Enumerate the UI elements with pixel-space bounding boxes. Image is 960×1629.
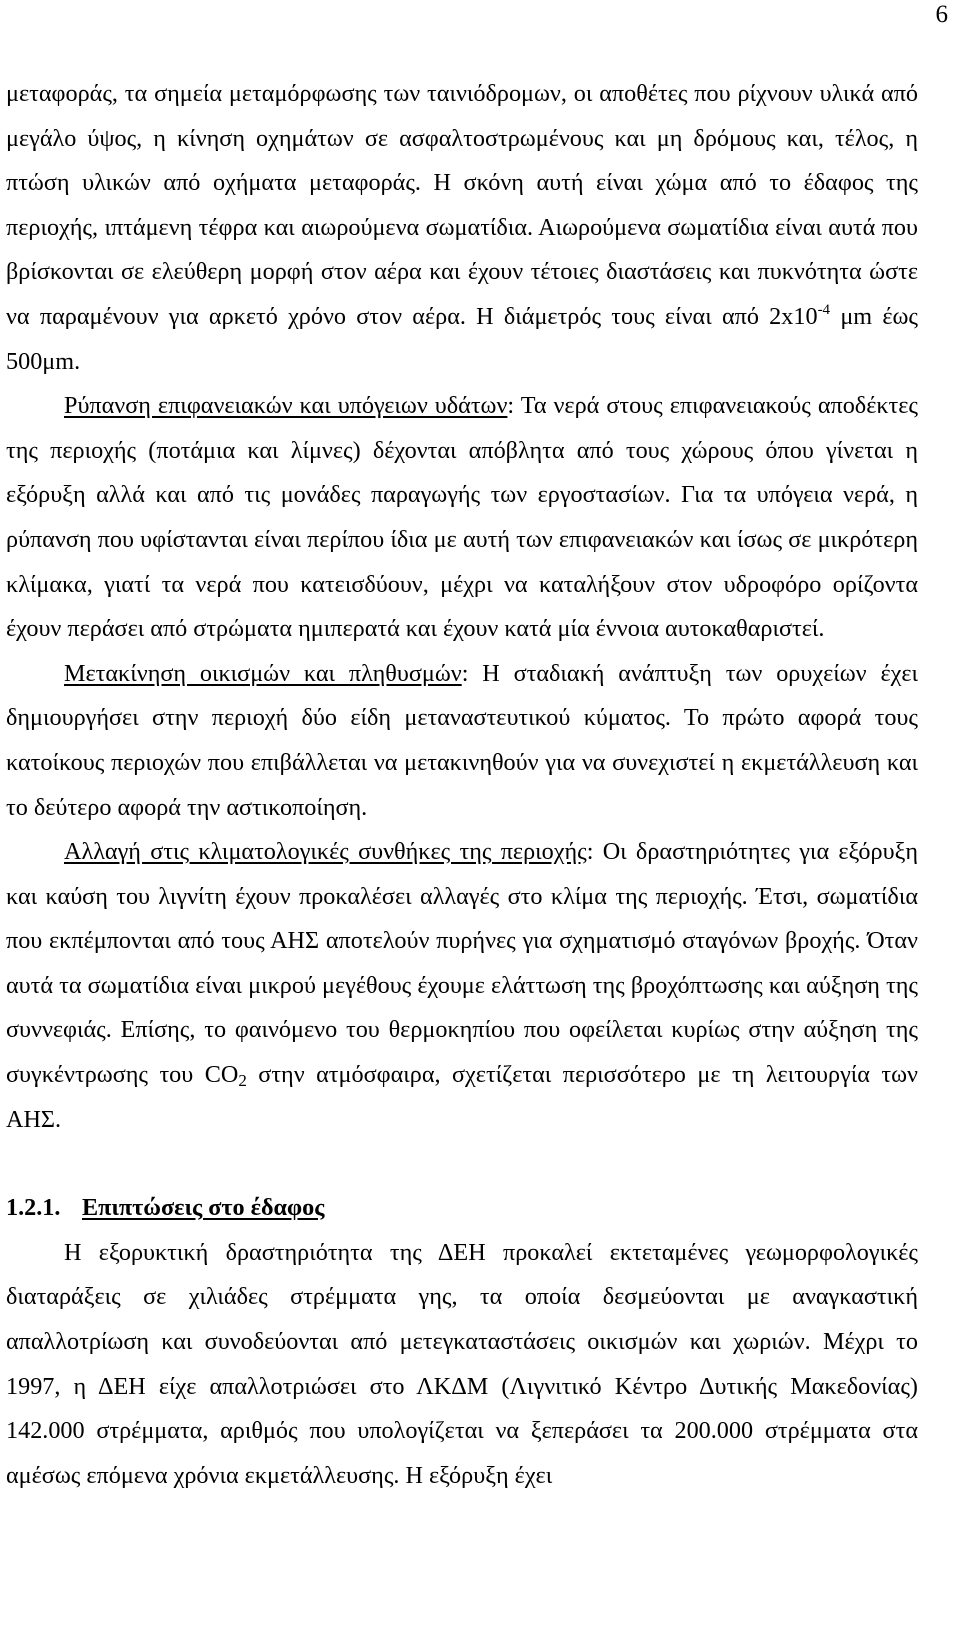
water-pollution-body: : Τα νερά στους επιφανειακούς αποδέκτες της περιοχής (ποτάμια και λίμνες) δέχονται απόβλητα από τους χώρους όπου γίνεται η εξόρυξη αλλά και από τις μονάδες παραγωγής των εργοστασίων. Για τα υπόγεια νερά, η ρύπανση που υφίστανται είναι περίπου ίδια με αυτή των επιφανειακών και ίσως σε μικρότερη κλίμακα, γιατί τα νερά που κατεισδύουν, μέχρι να καταλήξουν στον υδροφόρο ορίζοντα έχουν περάσει από στρώματα ημιπερατά και έχουν κατά μία έννοια αυτοκαθαριστεί. [6, 392, 918, 643]
climate-body: : Οι δραστηριότητες για εξόρυξη και καύση του λιγνίτη έχουν προκαλέσει αλλαγές στο κλίμα της περιοχής. Έτσι, σωματίδια που εκπέμπονται από τους ΑΗΣ αποτελούν πυρήνες για σχηματισμό σταγόνων βροχής. Όταν αυτά τα σωματίδια είναι μικρού μεγέθους έχουμε ελάττωση της βροχόπτωσης και αύξηση της συννεφιάς. Επίσης, το φαινόμενο του θερμοκηπίου που οφείλεται κυρίως στην αύξηση της συγκέντρωσης του CO [6, 838, 918, 1089]
section-heading [6, 1142, 918, 1231]
climate-paragraph [6, 830, 918, 1142]
section-number: 1.2.1. [6, 1194, 61, 1222]
settlements-title: Μετακίνηση οικισμών και πληθυσμών [64, 659, 462, 687]
water-pollution-paragraph [6, 384, 918, 652]
page-number: 6 [935, 1, 948, 28]
water-pollution-title: Ρύπανση επιφανειακών και υπόγειων υδάτων [64, 392, 508, 420]
document-body [6, 72, 918, 1498]
intro-paragraph [6, 72, 918, 384]
climate-title: Αλλαγή στις κλιματολογικές συνθήκες της περιοχής [64, 838, 587, 866]
intro-text-end: μm έως 500μm. [6, 302, 919, 375]
section-title: Επιπτώσεις στο έδαφος [82, 1194, 325, 1222]
settlements-paragraph [6, 652, 918, 830]
exponent: -4 [817, 301, 831, 318]
intro-text: μεταφοράς, τα σημεία μεταμόρφωσης των ταινιόδρομων, οι αποθέτες που ρίχνουν υλικά από μεγάλο ύψος, η κίνηση οχημάτων σε ασφαλτοστρωμένους και μη δρόμους και, τέλος, η πτώση υλικών από οχήματα μεταφοράς. Η σκόνη αυτή είναι χώμα από το έδαφος της περιοχής, ιπτάμενη τέφρα και αιωρούμενα σωματίδια. Αιωρούμενα σωματίδια είναι αυτά που βρίσκονται σε ελεύθερη μορφή στον αέρα και έχουν τέτοιες διαστάσεις και πυκνότητα ώστε να παραμένουν για αρκετό χρόνο στον αέρα. Η διάμετρός τους είναι από 2x10 [6, 80, 918, 330]
soil-effects-paragraph: Η εξορυκτική δραστηριότητα της ΔΕΗ προκαλεί εκτεταμένες γεωμορφολογικές διαταράξεις σε χιλιάδες στρέμματα γης, τα οποία δεσμεύονται με αναγκαστική απαλλοτρίωση και συνοδεύονται από μετεγκαταστάσεις οικισμών και χωριών. Μέχρι το 1997, η ΔΕΗ είχε απαλλοτριώσει στο ΛΚΔΜ (Λιγνιτικό Κέντρο Δυτικής Μακεδονίας) 142.000 στρέμματα, αριθμός που υπολογίζεται να ξεπεράσει τα 200.000 στρέμματα στα αμέσως επόμενα χρόνια εκμετάλλευσης. Η εξόρυξη έχει [6, 1238, 918, 1489]
co2-subscript: 2 [238, 1071, 247, 1091]
settlements-body: : Η σταδιακή ανάπτυξη των ορυχείων έχει δημιουργήσει στην περιοχή δύο είδη μεταναστευτικού κύματος. Το πρώτο αφορά τους κατοίκους περιοχών που επιβάλλεται να μετακινηθούν για να συνεχιστεί η εκμετάλλευση και το δεύτερο αφορά την αστικοποίηση. [6, 659, 918, 821]
climate-body-end: στην ατμόσφαιρα, σχετίζεται περισσότερο με τη λειτουργία των ΑΗΣ. [6, 1061, 918, 1133]
